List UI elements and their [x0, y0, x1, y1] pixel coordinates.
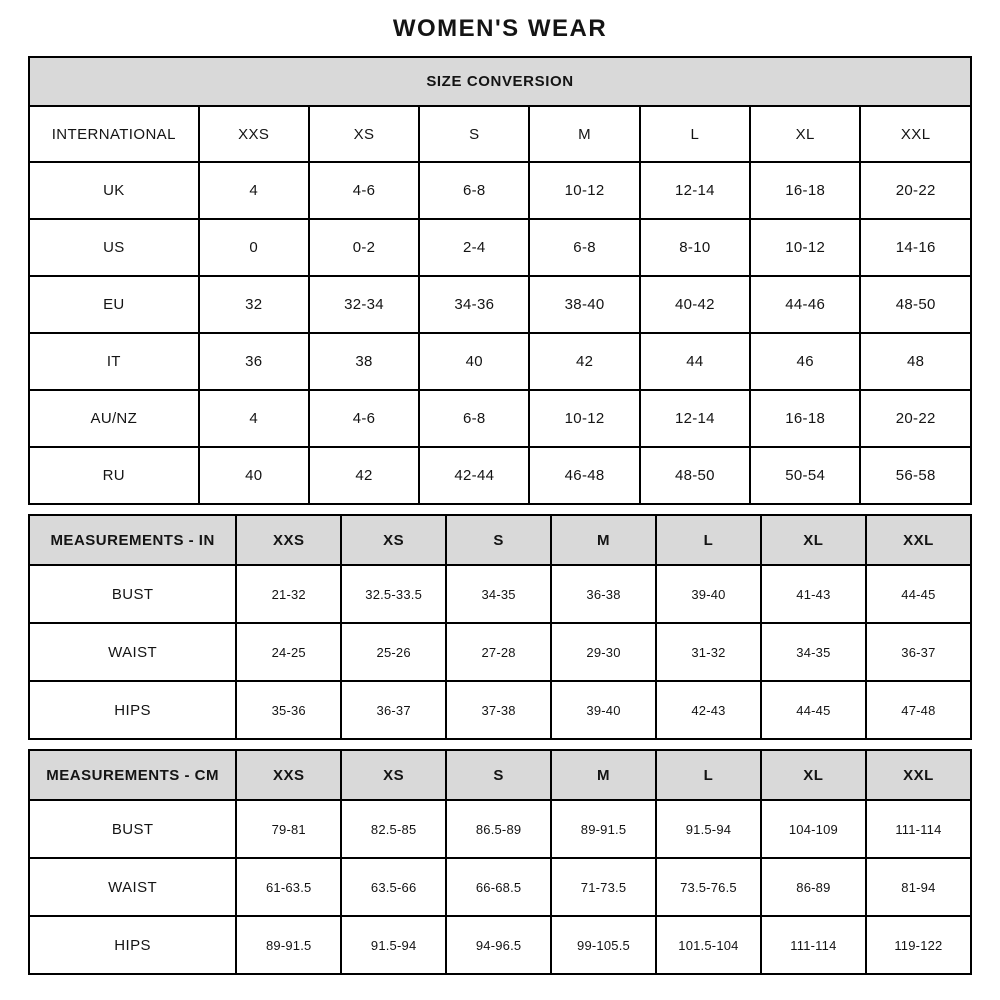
- cell: 48: [860, 333, 971, 390]
- cell: 63.5-66: [341, 858, 446, 916]
- cell: 0-2: [309, 219, 419, 276]
- cell: 56-58: [860, 447, 971, 504]
- column-header: XL: [761, 750, 866, 800]
- measurements-cm-header: MEASUREMENTS - CM: [29, 750, 236, 800]
- cell: 32: [199, 276, 309, 333]
- cell: 48-50: [860, 276, 971, 333]
- cell: 86.5-89: [446, 800, 551, 858]
- cell: 42: [529, 333, 639, 390]
- row-label: HIPS: [29, 916, 236, 974]
- row-label: HIPS: [29, 681, 236, 739]
- row-label: BUST: [29, 565, 236, 623]
- cell: 34-36: [419, 276, 529, 333]
- cell: 4-6: [309, 390, 419, 447]
- row-label: BUST: [29, 800, 236, 858]
- cell: 16-18: [750, 390, 860, 447]
- size-conversion-header-row: [29, 57, 971, 106]
- table-row-waist-cm: [29, 858, 971, 916]
- cell: 39-40: [656, 565, 761, 623]
- cell: 40: [419, 333, 529, 390]
- table-row-hips-in: [29, 681, 971, 739]
- column-header: INTERNATIONAL: [29, 106, 199, 162]
- cell: 44-45: [761, 681, 866, 739]
- cell: 47-48: [866, 681, 971, 739]
- table-row-bust-cm: [29, 800, 971, 858]
- table-row-aunz: [29, 390, 971, 447]
- cell: 48-50: [640, 447, 750, 504]
- column-header: XXS: [236, 750, 341, 800]
- cell: 79-81: [236, 800, 341, 858]
- column-header: XXS: [199, 106, 309, 162]
- cell: 34-35: [446, 565, 551, 623]
- cell: 82.5-85: [341, 800, 446, 858]
- column-header: XXL: [866, 515, 971, 565]
- cell: 29-30: [551, 623, 656, 681]
- table-row-us: [29, 219, 971, 276]
- cell: 4: [199, 390, 309, 447]
- spacer: [28, 740, 972, 749]
- cell: 81-94: [866, 858, 971, 916]
- cell: 12-14: [640, 390, 750, 447]
- cell: 111-114: [866, 800, 971, 858]
- table-row-waist-in: [29, 623, 971, 681]
- column-header: XL: [750, 106, 860, 162]
- row-label: WAIST: [29, 858, 236, 916]
- cell: 36: [199, 333, 309, 390]
- column-header: XXS: [236, 515, 341, 565]
- cell: 40: [199, 447, 309, 504]
- cell: 111-114: [761, 916, 866, 974]
- cell: 6-8: [419, 162, 529, 219]
- cell: 89-91.5: [551, 800, 656, 858]
- cell: 73.5-76.5: [656, 858, 761, 916]
- cell: 91.5-94: [341, 916, 446, 974]
- cell: 27-28: [446, 623, 551, 681]
- cell: 42-44: [419, 447, 529, 504]
- cell: 40-42: [640, 276, 750, 333]
- cell: 46: [750, 333, 860, 390]
- cell: 44: [640, 333, 750, 390]
- table-row-eu: [29, 276, 971, 333]
- cell: 4-6: [309, 162, 419, 219]
- cell: 44-46: [750, 276, 860, 333]
- row-label: AU/NZ: [29, 390, 199, 447]
- cell: 119-122: [866, 916, 971, 974]
- cell: 35-36: [236, 681, 341, 739]
- cell: 71-73.5: [551, 858, 656, 916]
- row-label: RU: [29, 447, 199, 504]
- column-header: L: [640, 106, 750, 162]
- measurements-cm-table: [28, 749, 972, 975]
- column-header: S: [419, 106, 529, 162]
- cell: 101.5-104: [656, 916, 761, 974]
- cell: 31-32: [656, 623, 761, 681]
- cell: 41-43: [761, 565, 866, 623]
- size-conversion-header: SIZE CONVERSION: [29, 57, 971, 106]
- cell: 10-12: [529, 390, 639, 447]
- cell: 99-105.5: [551, 916, 656, 974]
- cell: 44-45: [866, 565, 971, 623]
- cell: 46-48: [529, 447, 639, 504]
- column-header: L: [656, 515, 761, 565]
- column-header: XXL: [860, 106, 971, 162]
- cell: 16-18: [750, 162, 860, 219]
- row-label: IT: [29, 333, 199, 390]
- column-header: M: [529, 106, 639, 162]
- cell: 36-37: [866, 623, 971, 681]
- cell: 14-16: [860, 219, 971, 276]
- cell: 50-54: [750, 447, 860, 504]
- cell: 61-63.5: [236, 858, 341, 916]
- cell: 89-91.5: [236, 916, 341, 974]
- row-label: WAIST: [29, 623, 236, 681]
- measurements-in-header: MEASUREMENTS - IN: [29, 515, 236, 565]
- column-header: M: [551, 515, 656, 565]
- table-row-ru: [29, 447, 971, 504]
- cell: 10-12: [750, 219, 860, 276]
- cell: 42: [309, 447, 419, 504]
- table-row-it: [29, 333, 971, 390]
- cell: 4: [199, 162, 309, 219]
- cell: 20-22: [860, 390, 971, 447]
- column-header: XXL: [866, 750, 971, 800]
- cell: 86-89: [761, 858, 866, 916]
- cell: 42-43: [656, 681, 761, 739]
- column-header: S: [446, 515, 551, 565]
- row-label: UK: [29, 162, 199, 219]
- cell: 10-12: [529, 162, 639, 219]
- column-header: XS: [341, 750, 446, 800]
- row-label: EU: [29, 276, 199, 333]
- cell: 94-96.5: [446, 916, 551, 974]
- size-conversion-table: [28, 56, 972, 505]
- cell: 38-40: [529, 276, 639, 333]
- cell: 24-25: [236, 623, 341, 681]
- cell: 25-26: [341, 623, 446, 681]
- cell: 66-68.5: [446, 858, 551, 916]
- cell: 37-38: [446, 681, 551, 739]
- column-header: M: [551, 750, 656, 800]
- cell: 32.5-33.5: [341, 565, 446, 623]
- cell: 104-109: [761, 800, 866, 858]
- cell: 20-22: [860, 162, 971, 219]
- cell: 2-4: [419, 219, 529, 276]
- cell: 38: [309, 333, 419, 390]
- cell: 0: [199, 219, 309, 276]
- table-row-bust-in: [29, 565, 971, 623]
- cell: 6-8: [419, 390, 529, 447]
- measurements-in-table: [28, 514, 972, 740]
- column-header: S: [446, 750, 551, 800]
- table-row-uk: [29, 162, 971, 219]
- cell: 12-14: [640, 162, 750, 219]
- cell: 91.5-94: [656, 800, 761, 858]
- column-header: XS: [341, 515, 446, 565]
- cell: 8-10: [640, 219, 750, 276]
- column-header: L: [656, 750, 761, 800]
- page-title: WOMEN'S WEAR: [392, 15, 608, 42]
- cell: 6-8: [529, 219, 639, 276]
- size-columns-row: [29, 106, 971, 162]
- cell: 34-35: [761, 623, 866, 681]
- column-header: XL: [761, 515, 866, 565]
- cell: 36-38: [551, 565, 656, 623]
- column-header: XS: [309, 106, 419, 162]
- cell: 21-32: [236, 565, 341, 623]
- measurements-cm-header-row: [29, 750, 971, 800]
- cell: 36-37: [341, 681, 446, 739]
- measurements-in-header-row: [29, 515, 971, 565]
- cell: 32-34: [309, 276, 419, 333]
- spacer: [28, 505, 972, 514]
- cell: 39-40: [551, 681, 656, 739]
- row-label: US: [29, 219, 199, 276]
- table-row-hips-cm: [29, 916, 971, 974]
